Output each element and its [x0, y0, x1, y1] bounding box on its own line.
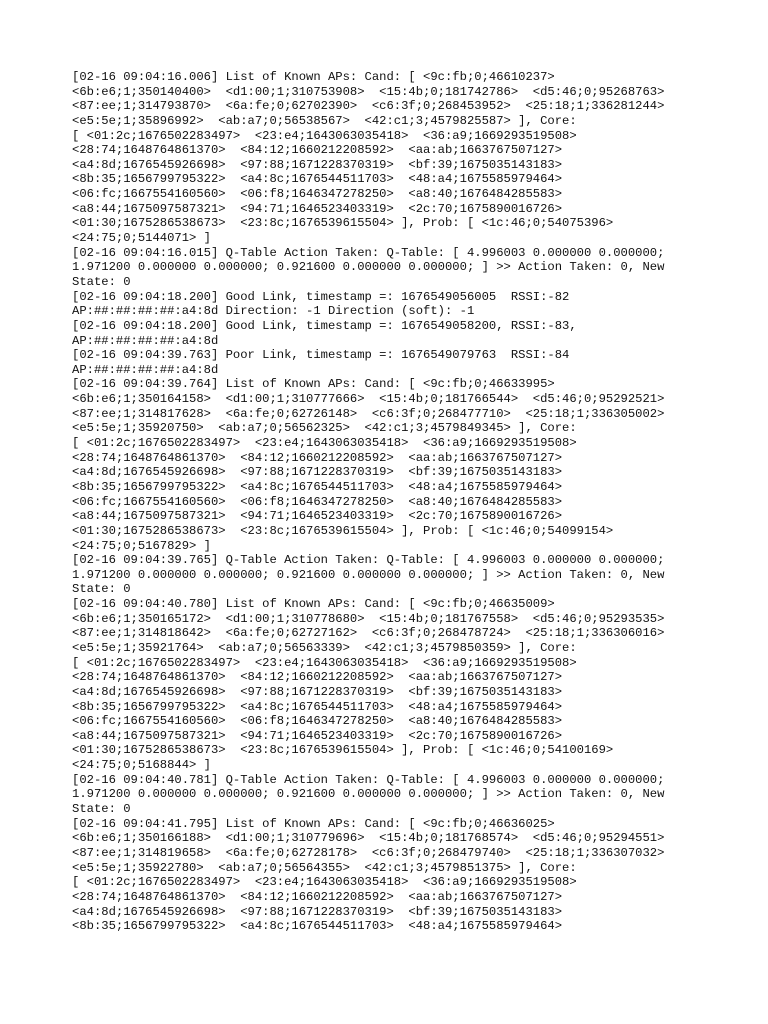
log-line: <01:30;1675286538673> <23:8c;1676539615504> ], Prob: [ <1c:46;0;54075396> — [72, 216, 614, 231]
log-line: State: 0 — [72, 802, 131, 817]
log-line: <87:ee;1;314817628> <6a:fe;0;62726148> <c6:3f;0;268477710> <25:18;1;336305002> — [72, 406, 665, 421]
log-line: <8b:35;1656799795322> <a4:8c;1676544511703> <48:a4;1675585979464> — [72, 479, 563, 494]
log-line: <87:ee;1;314818642> <6a:fe;0;62727162> <c6:3f;0;268478724> <25:18;1;336306016> — [72, 626, 665, 641]
log-line: <87:ee;1;314793870> <6a:fe;0;62702390> <c6:3f;0;268453952> <25:18;1;336281244> — [72, 99, 665, 114]
log-line: [02-16 09:04:40.781] Q-Table Action Taken: Q-Table: [ 4.996003 0.000000 0.000000; — [72, 772, 665, 787]
log-line: <a4:8d;1676545926698> <97:88;1671228370319> <bf:39;1675035143183> — [72, 684, 563, 699]
log-line: AP:##:##:##:##:a4:8d — [72, 362, 219, 377]
log-line: [02-16 09:04:39.763] Poor Link, timestamp =: 1676549079763 RSSI:-84 — [72, 348, 570, 363]
log-line: <28:74;1648764861370> <84:12;1660212208592> <aa:ab;1663767507127> — [72, 889, 563, 904]
log-line: <e5:5e;1;35922780> <ab:a7;0;56564355> <42:c1;3;4579851375> ], Core: — [72, 860, 577, 875]
log-line: <24:75;0;5167829> ] — [72, 538, 211, 553]
log-line: [02-16 09:04:41.795] List of Known APs: Cand: [ <9c:fb;0;46636025> — [72, 816, 555, 831]
log-line: <87:ee;1;314819658> <6a:fe;0;62728178> <c6:3f;0;268479740> <25:18;1;336307032> — [72, 845, 665, 860]
log-line: <6b:e6;1;350165172> <d1:00;1;310778680> <15:4b;0;181767558> <d5:46;0;95293535> — [72, 611, 665, 626]
log-line: AP:##:##:##:##:a4:8d — [72, 333, 219, 348]
log-line: 1.971200 0.000000 0.000000; 0.921600 0.000000 0.000000; ] >> Action Taken: 0, New — [72, 567, 665, 582]
log-line: <8b:35;1656799795322> <a4:8c;1676544511703> <48:a4;1675585979464> — [72, 172, 563, 187]
log-line: <28:74;1648764861370> <84:12;1660212208592> <aa:ab;1663767507127> — [72, 670, 563, 685]
log-line: [02-16 09:04:16.006] List of Known APs: Cand: [ <9c:fb;0;46610237> — [72, 70, 555, 84]
log-line: [ <01:2c;1676502283497> <23:e4;1643063035418> <36:a9;1669293519508> — [72, 436, 577, 451]
log-line: [ <01:2c;1676502283497> <23:e4;1643063035418> <36:a9;1669293519508> — [72, 128, 577, 143]
log-line: [02-16 09:04:18.200] Good Link, timestamp =: 1676549058200, RSSI:-83, — [72, 318, 577, 333]
log-line: <a4:8d;1676545926698> <97:88;1671228370319> <bf:39;1675035143183> — [72, 465, 563, 480]
log-line: <6b:e6;1;350164158> <d1:00;1;310777666> <15:4b;0;181766544> <d5:46;0;95292521> — [72, 392, 665, 407]
log-line: <8b:35;1656799795322> <a4:8c;1676544511703> <48:a4;1675585979464> — [72, 699, 563, 714]
log-line: <a8:44;1675097587321> <94:71;1646523403319> <2c:70;1675890016726> — [72, 201, 563, 216]
log-line: <8b:35;1656799795322> <a4:8c;1676544511703> <48:a4;1675585979464> — [72, 919, 563, 934]
log-line: <28:74;1648764861370> <84:12;1660212208592> <aa:ab;1663767507127> — [72, 450, 563, 465]
log-line: <24:75;0;5144071> ] — [72, 231, 211, 246]
log-line: <a4:8d;1676545926698> <97:88;1671228370319> <bf:39;1675035143183> — [72, 157, 563, 172]
log-line: [02-16 09:04:40.780] List of Known APs: Cand: [ <9c:fb;0;46635009> — [72, 597, 555, 612]
log-line: <06:fc;1667554160560> <06:f8;1646347278250> <a8:40;1676484285583> — [72, 714, 563, 729]
log-line: <a8:44;1675097587321> <94:71;1646523403319> <2c:70;1675890016726> — [72, 509, 563, 524]
log-line: <6b:e6;1;350140400> <d1:00;1;310753908> <15:4b;0;181742786> <d5:46;0;95268763> — [72, 84, 665, 99]
log-line: [02-16 09:04:16.015] Q-Table Action Taken: Q-Table: [ 4.996003 0.000000 0.000000; — [72, 245, 665, 260]
log-line: [ <01:2c;1676502283497> <23:e4;1643063035418> <36:a9;1669293519508> — [72, 655, 577, 670]
log-line: <e5:5e;1;35920750> <ab:a7;0;56562325> <42:c1;3;4579849345> ], Core: — [72, 421, 577, 436]
log-line: State: 0 — [72, 274, 131, 289]
log-line: [02-16 09:04:39.765] Q-Table Action Taken: Q-Table: [ 4.996003 0.000000 0.000000; — [72, 553, 665, 568]
log-line: <e5:5e;1;35921764> <ab:a7;0;56563339> <42:c1;3;4579850359> ], Core: — [72, 640, 577, 655]
log-line: [02-16 09:04:39.764] List of Known APs: Cand: [ <9c:fb;0;46633995> — [72, 377, 555, 392]
log-line: 1.971200 0.000000 0.000000; 0.921600 0.000000 0.000000; ] >> Action Taken: 0, New — [72, 260, 665, 275]
log-line: [ <01:2c;1676502283497> <23:e4;1643063035418> <36:a9;1669293519508> — [72, 875, 577, 890]
log-line: State: 0 — [72, 582, 131, 597]
log-line: [02-16 09:04:18.200] Good Link, timestamp =: 1676549056005 RSSI:-82 — [72, 289, 570, 304]
log-line: <28:74;1648764861370> <84:12;1660212208592> <aa:ab;1663767507127> — [72, 143, 563, 158]
log-line: 1.971200 0.000000 0.000000; 0.921600 0.000000 0.000000; ] >> Action Taken: 0, New — [72, 787, 665, 802]
log-line: <01:30;1675286538673> <23:8c;1676539615504> ], Prob: [ <1c:46;0;54100169> — [72, 743, 614, 758]
log-line: <a4:8d;1676545926698> <97:88;1671228370319> <bf:39;1675035143183> — [72, 904, 563, 919]
log-line: <24:75;0;5168844> ] — [72, 758, 211, 773]
log-line: <a8:44;1675097587321> <94:71;1646523403319> <2c:70;1675890016726> — [72, 728, 563, 743]
log-line: <e5:5e;1;35896992> <ab:a7;0;56538567> <42:c1;3;4579825587> ], Core: — [72, 113, 577, 128]
log-line: <06:fc;1667554160560> <06:f8;1646347278250> <a8:40;1676484285583> — [72, 187, 563, 202]
log-text — [72, 70, 692, 934]
log-line: AP:##:##:##:##:a4:8d Direction: -1 Direction (soft): -1 — [72, 304, 475, 319]
log-line: <01:30;1675286538673> <23:8c;1676539615504> ], Prob: [ <1c:46;0;54099154> — [72, 523, 614, 538]
log-line: <06:fc;1667554160560> <06:f8;1646347278250> <a8:40;1676484285583> — [72, 494, 563, 509]
log-line: <6b:e6;1;350166188> <d1:00;1;310779696> <15:4b;0;181768574> <d5:46;0;95294551> — [72, 831, 665, 846]
